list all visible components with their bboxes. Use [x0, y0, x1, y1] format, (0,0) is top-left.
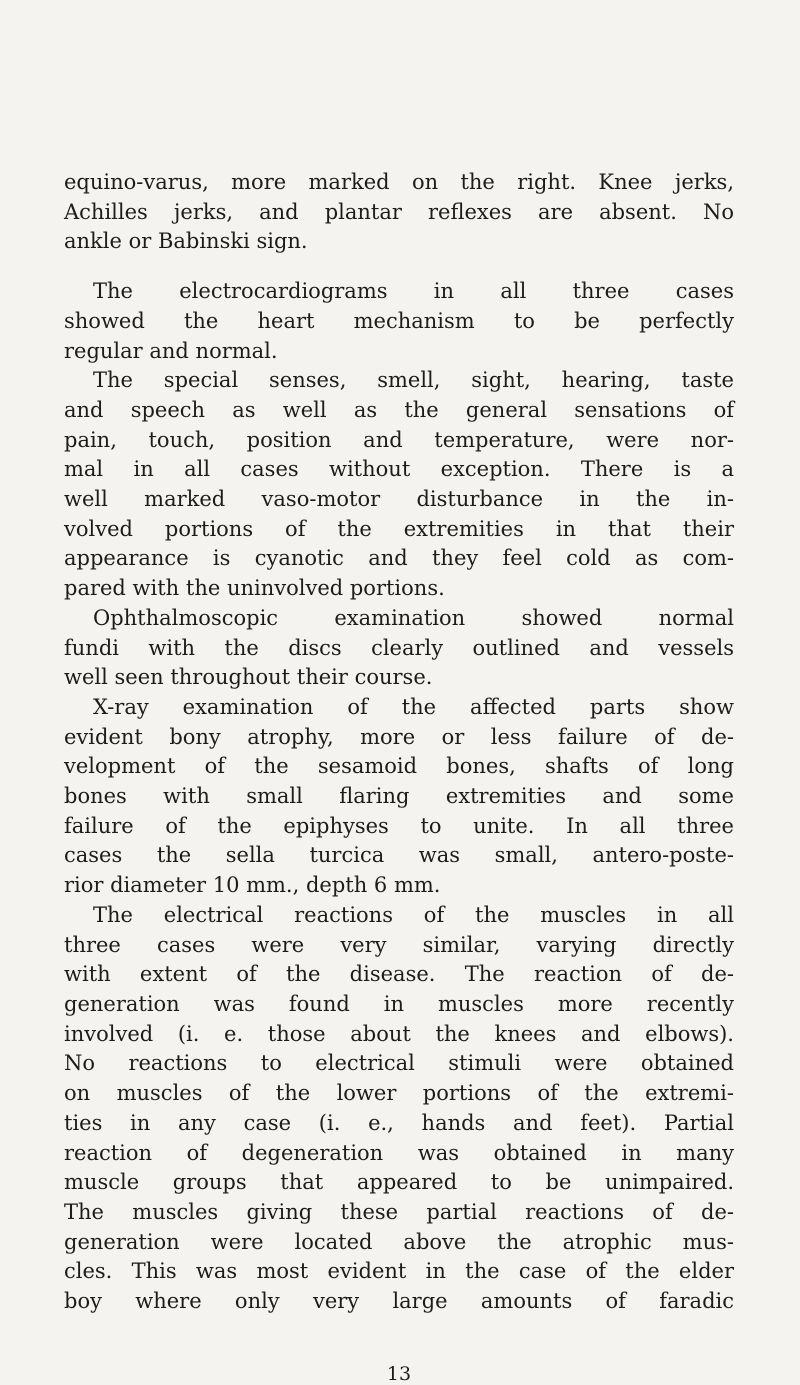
text-line: ankle or Babinski sign. [64, 229, 308, 254]
text-line: failure of the epiphyses to unite. In all three [64, 813, 734, 838]
text-line: boy where only very large amounts of faradic [64, 1289, 734, 1314]
document-page [64, 168, 734, 1385]
text-line: The electrocardiograms in all three cases [93, 279, 734, 304]
text-line: Ophthalmoscopic examination showed normal [93, 605, 734, 630]
text-line: involved (i. e. those about the knees and elbows). [64, 1021, 734, 1046]
text-line: The electrical reactions of the muscles in all [93, 902, 734, 927]
text-line: pared with the uninvolved portions. [64, 576, 445, 601]
text-line: cases the sella turcica was small, antero-poste- [64, 843, 734, 868]
page-number: 13 [386, 1363, 412, 1385]
text-line: with extent of the disease. The reaction of de- [64, 962, 734, 987]
text-line: and speech as well as the general sensations of [64, 397, 734, 422]
text-line: appearance is cyanotic and they feel cold as com- [64, 546, 734, 571]
paragraph [64, 277, 734, 366]
text-line: on muscles of the lower portions of the extremi- [64, 1081, 734, 1106]
text-line: Achilles jerks, and plantar reflexes are absent. No [64, 199, 734, 224]
text-line: rior diameter 10 mm., depth 6 mm. [64, 873, 441, 898]
text-line: The muscles giving these partial reactions of de- [64, 1199, 734, 1224]
text-line: regular and normal. [64, 338, 278, 363]
text-line: generation were located above the atrophic mus- [64, 1229, 734, 1254]
text-line: evident bony atrophy, more or less failure of de- [64, 724, 734, 749]
text-line: volved portions of the extremities in that their [64, 516, 734, 541]
text-line: showed the heart mechanism to be perfectly [64, 308, 734, 333]
text-line: fundi with the discs clearly outlined and vessels [64, 635, 734, 660]
paragraph [64, 693, 734, 901]
paragraph [64, 604, 734, 693]
text-line: velopment of the sesamoid bones, shafts of long [64, 754, 734, 779]
paragraph [64, 901, 734, 1317]
text-line: No reactions to electrical stimuli were obtained [64, 1051, 734, 1076]
text-line: well seen throughout their course. [64, 665, 433, 690]
text-line: three cases were very similar, varying directly [64, 932, 734, 957]
text-line: well marked vaso-motor disturbance in the in- [64, 487, 734, 512]
text-line: cles. This was most evident in the case of the elder [64, 1259, 734, 1284]
text-line: The special senses, smell, sight, hearing, taste [93, 368, 734, 393]
text-line: muscle groups that appeared to be unimpaired. [64, 1170, 734, 1195]
text-line: mal in all cases without exception. There is a [64, 457, 734, 482]
text-line: generation was found in muscles more recently [64, 991, 734, 1016]
text-line: ties in any case (i. e., hands and feet). Partial [64, 1110, 734, 1135]
text-line: equino-varus, more marked on the right. Knee jerks, [64, 170, 734, 194]
text-line: X-ray examination of the affected parts show [93, 694, 734, 719]
paragraph [64, 168, 734, 257]
paragraph [64, 366, 734, 604]
paragraph-gap [64, 257, 734, 277]
body-text [64, 168, 734, 1317]
text-line: bones with small flaring extremities and some [64, 784, 734, 809]
text-line: reaction of degeneration was obtained in many [64, 1140, 734, 1165]
text-line: pain, touch, position and temperature, were nor- [64, 427, 734, 452]
